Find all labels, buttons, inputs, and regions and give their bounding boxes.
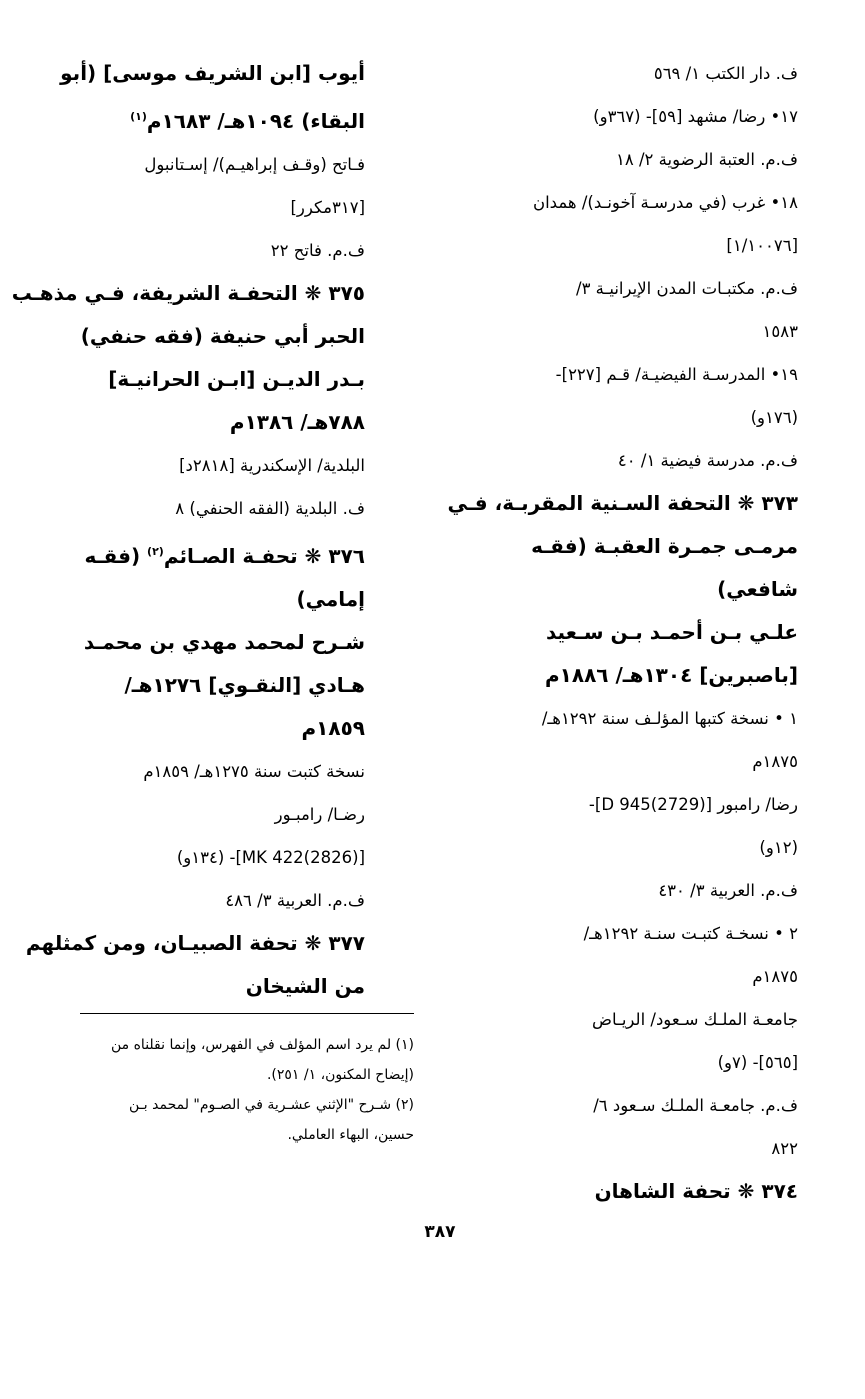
entry-title-374: ٣٧٤ ❋ تحفة الشاهان	[594, 1179, 798, 1203]
text-line: فـاتح (وقـف إبراهيـم)/ إسـتانبول	[144, 155, 365, 174]
entry-title-line: من الشيخان	[245, 974, 365, 998]
author-line: ٧٨٨هـ/ ١٣٨٦م	[229, 410, 365, 434]
author-line: أيوب [ابن الشريف موسى] (أبو	[60, 61, 365, 85]
page-number: ٣٨٧	[424, 1222, 456, 1242]
entry-title-373: ٣٧٣ ❋ التحفة السـنية المقربـة، فـي	[447, 491, 798, 515]
text-line: ف.م. جامعـة الملـك سـعود ٦/	[593, 1096, 798, 1115]
text-line: البلدية/ الإسكندرية [٢٨١٨د]	[179, 456, 365, 475]
footnote-ref: (١)	[130, 110, 147, 123]
entry-title-text: (فقـه	[84, 544, 148, 568]
text-line: ١٨٧٥م	[752, 967, 798, 986]
entry-title-text: ٣٧٦ ❋ تحفـة الصـائم	[163, 544, 365, 568]
entry-title-line: شافعي)	[717, 577, 798, 601]
author-line	[80, 95, 365, 143]
text-line: [١/١٠٠٧٦]	[726, 236, 798, 255]
entry-title-line: الحبر أبي حنيفة (فقه حنفي)	[80, 324, 365, 348]
entry-title-376	[80, 530, 365, 578]
text-line: [٥٦٥]- (٧و)	[717, 1053, 798, 1072]
text-line: ١٨٧٥م	[752, 752, 798, 771]
text-line: ٨٢٢	[771, 1139, 798, 1158]
entry-title-375: ٣٧٥ ❋ التحفـة الشريفة، فـي مذهـب	[11, 281, 365, 305]
entry-title-line: إمامي)	[296, 587, 365, 611]
text-line: ف.م. العتبة الرضوية ٢/ ١٨	[615, 150, 798, 169]
text-line: رضـا/ رامبـور	[274, 805, 365, 824]
entry-line: ١٧• رضا/ مشهد [٥٩]- (٣٦٧و)	[593, 107, 798, 126]
manuscript-line: ١ • نسخة كتبها المؤلـف سنة ١٢٩٢هـ/	[541, 709, 798, 728]
entry-title-line: مرمـى جمـرة العقبـة (فقـه	[531, 534, 798, 558]
author-line: ١٨٥٩م	[301, 716, 365, 740]
footnote-line: (٢) شـرح "الإثني عشـرية في الصـوم" لمحمد بـن	[129, 1097, 414, 1113]
text-line: ١٥٨٣	[762, 322, 798, 341]
manuscript-line: ٢ • نسخـة كتبـت سنـة ١٢٩٢هـ/	[583, 924, 798, 943]
text-line: ف.م. مكتبـات المدن الإيرانيـة ٣/	[576, 279, 798, 298]
footnote-line: (إيضاح المكنون، ١/ ٢٥١).	[266, 1067, 414, 1083]
footnote-line: حسين، البهاء العاملي.	[287, 1127, 414, 1143]
text-line: رضا/ رامبور [D 945(2729)]-	[588, 795, 798, 814]
text-line: (١٧٦و)	[750, 408, 798, 427]
right-column	[447, 52, 798, 1213]
author-line: هـادي [النقـوي] ١٢٧٦هـ/	[124, 673, 365, 697]
text-line: ف. دار الكتب ١/ ٥٦٩	[653, 64, 798, 83]
footnote-line: (١) لم يرد اسم المؤلف في الفهرس، وإنما نقلناه من	[110, 1037, 414, 1053]
entry-line: ١٨• غرب (في مدرسـة آخونـد)/ همدان	[532, 193, 798, 212]
author-line: علـي بـن أحمـد بـن سـعيد	[545, 620, 798, 644]
text-line: ف.م. فاتح ٢٢	[270, 241, 365, 260]
text-line: جامعـة الملـك سـعود/ الريـاض	[592, 1010, 798, 1029]
text-line: [٣١٧مكرر]	[290, 198, 365, 217]
left-column	[11, 52, 365, 1008]
text-line: ف.م. العربية ٣/ ٤٨٦	[225, 891, 365, 910]
text-line: [MK 422(2826)]- (١٣٤و)	[176, 848, 365, 867]
entry-title-377: ٣٧٧ ❋ تحفة الصبيـان، ومن كمثلهم	[25, 931, 365, 955]
entry-line: ١٩• المدرسـة الفيضيـة/ قـم [٢٢٧]-	[555, 365, 798, 384]
text-line: نسخة كتبت سنة ١٢٧٥هـ/ ١٨٥٩م	[143, 762, 365, 781]
text-line: (١٢و)	[759, 838, 798, 857]
author-line: بـدر الديـن [ابـن الحرانيـة]	[108, 367, 365, 391]
author-line: [باصبرين] ١٣٠٤هـ/ ١٨٨٦م	[544, 663, 798, 687]
footnotes	[80, 1030, 414, 1150]
author-line: شـرح لمحمد مهدي بن محمـد	[83, 630, 365, 654]
text-line: ف.م. العربية ٣/ ٤٣٠	[658, 881, 798, 900]
text-line: ف. البلدية (الفقه الحنفي) ٨	[175, 499, 365, 518]
author-date: البقاء) ١٠٩٤هـ/ ١٦٨٣م	[146, 109, 365, 133]
text-line: ف.م. مدرسة فيضية ١/ ٤٠	[617, 451, 798, 470]
footnote-ref: (٢)	[147, 545, 164, 558]
footnote-divider	[80, 1013, 414, 1014]
